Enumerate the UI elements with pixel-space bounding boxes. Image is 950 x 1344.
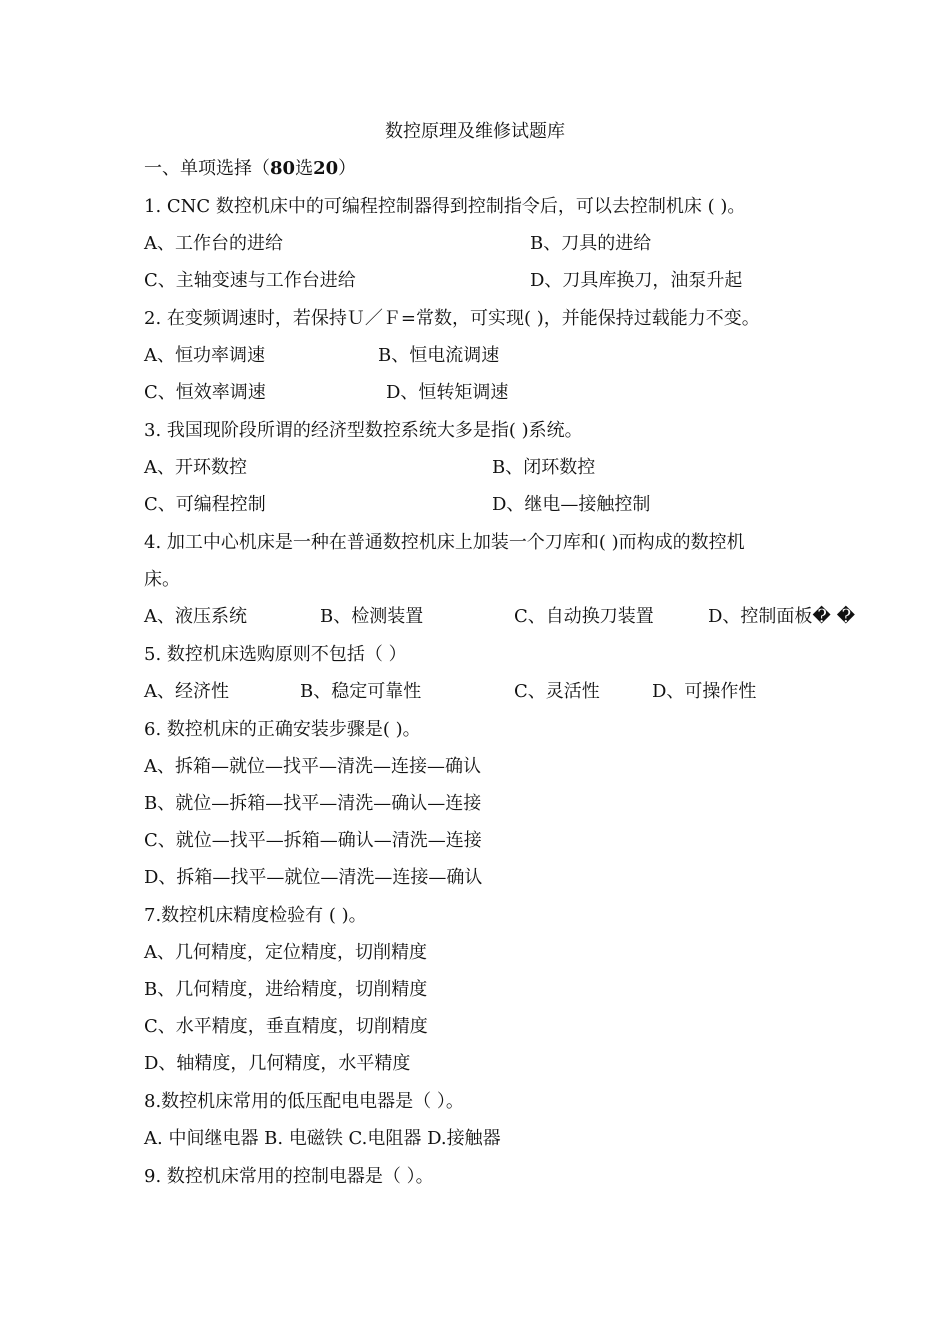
question-2: 2. 在变频调速时，若保持Ｕ／Ｆ=常数，可实现( )，并能保持过载能力不变。 — [144, 308, 760, 329]
q6-option-a: A、拆箱—就位—找平—清洗—连接—确认 — [144, 756, 481, 777]
q5-option-b: B、稳定可靠性 — [300, 681, 422, 702]
question-4: 4. 加工中心机床是一种在普通数控机床上加装一个刀库和( )而构成的数控机 — [144, 532, 745, 553]
q7-option-a: A、几何精度，定位精度，切削精度 — [144, 942, 427, 963]
q6-option-d: D、拆箱—找平—就位—清洗—连接—确认 — [144, 867, 483, 888]
question-7: 7.数控机床精度检验有 ( )。 — [144, 905, 367, 926]
section-heading: 一、单项选择（80选20） — [144, 158, 357, 179]
question-8: 8.数控机床常用的低压配电电器是（ ）。 — [144, 1091, 464, 1112]
q2-option-a: A、恒功率调速 — [144, 345, 265, 366]
question-4-continued: 床。 — [144, 569, 180, 590]
q1-option-c: C、主轴变速与工作台进给 — [144, 270, 356, 291]
q4-option-d: D、控制面板� � — [708, 606, 856, 627]
q7-option-c: C、水平精度，垂直精度，切削精度 — [144, 1016, 428, 1037]
q1-option-d: D、刀具库换刀，油泵升起 — [530, 270, 743, 291]
question-9: 9. 数控机床常用的控制电器是（ ）。 — [144, 1166, 434, 1187]
q5-option-d: D、可操作性 — [652, 681, 757, 702]
q2-option-b: B、恒电流调速 — [378, 345, 500, 366]
q1-option-a: A、工作台的进给 — [144, 233, 283, 254]
q3-option-a: A、开环数控 — [144, 457, 247, 478]
q7-option-b: B、几何精度，进给精度，切削精度 — [144, 979, 428, 1000]
question-1: 1. CNC 数控机床中的可编程控制器得到控制指令后，可以去控制机床 ( )。 — [144, 196, 746, 217]
q7-option-d: D、轴精度，几何精度，水平精度 — [144, 1053, 411, 1074]
question-5: 5. 数控机床选购原则不包括（ ） — [144, 644, 407, 665]
q6-option-b: B、就位—拆箱—找平—清洗—确认—连接 — [144, 793, 482, 814]
question-6: 6. 数控机床的正确安装步骤是( )。 — [144, 719, 421, 740]
q2-option-d: D、恒转矩调速 — [386, 382, 509, 403]
q8-options: A. 中间继电器 B. 电磁铁 C.电阻器 D.接触器 — [144, 1128, 501, 1149]
q3-option-c: C、可编程控制 — [144, 494, 266, 515]
q5-option-a: A、经济性 — [144, 681, 229, 702]
q4-option-b: B、检测装置 — [320, 606, 424, 627]
q4-option-c: C、自动换刀装置 — [514, 606, 654, 627]
question-3: 3. 我国现阶段所谓的经济型数控系统大多是指( )系统。 — [144, 420, 583, 441]
q2-option-c: C、恒效率调速 — [144, 382, 266, 403]
q3-option-b: B、闭环数控 — [492, 457, 596, 478]
q3-option-d: D、继电—接触控制 — [492, 494, 651, 515]
q5-option-c: C、灵活性 — [514, 681, 600, 702]
document-title: 数控原理及维修试题库 — [385, 121, 565, 142]
q4-option-a: A、液压系统 — [144, 606, 247, 627]
q6-option-c: C、就位—找平—拆箱—确认—清洗—连接 — [144, 830, 482, 851]
q1-option-b: B、刀具的进给 — [530, 233, 652, 254]
